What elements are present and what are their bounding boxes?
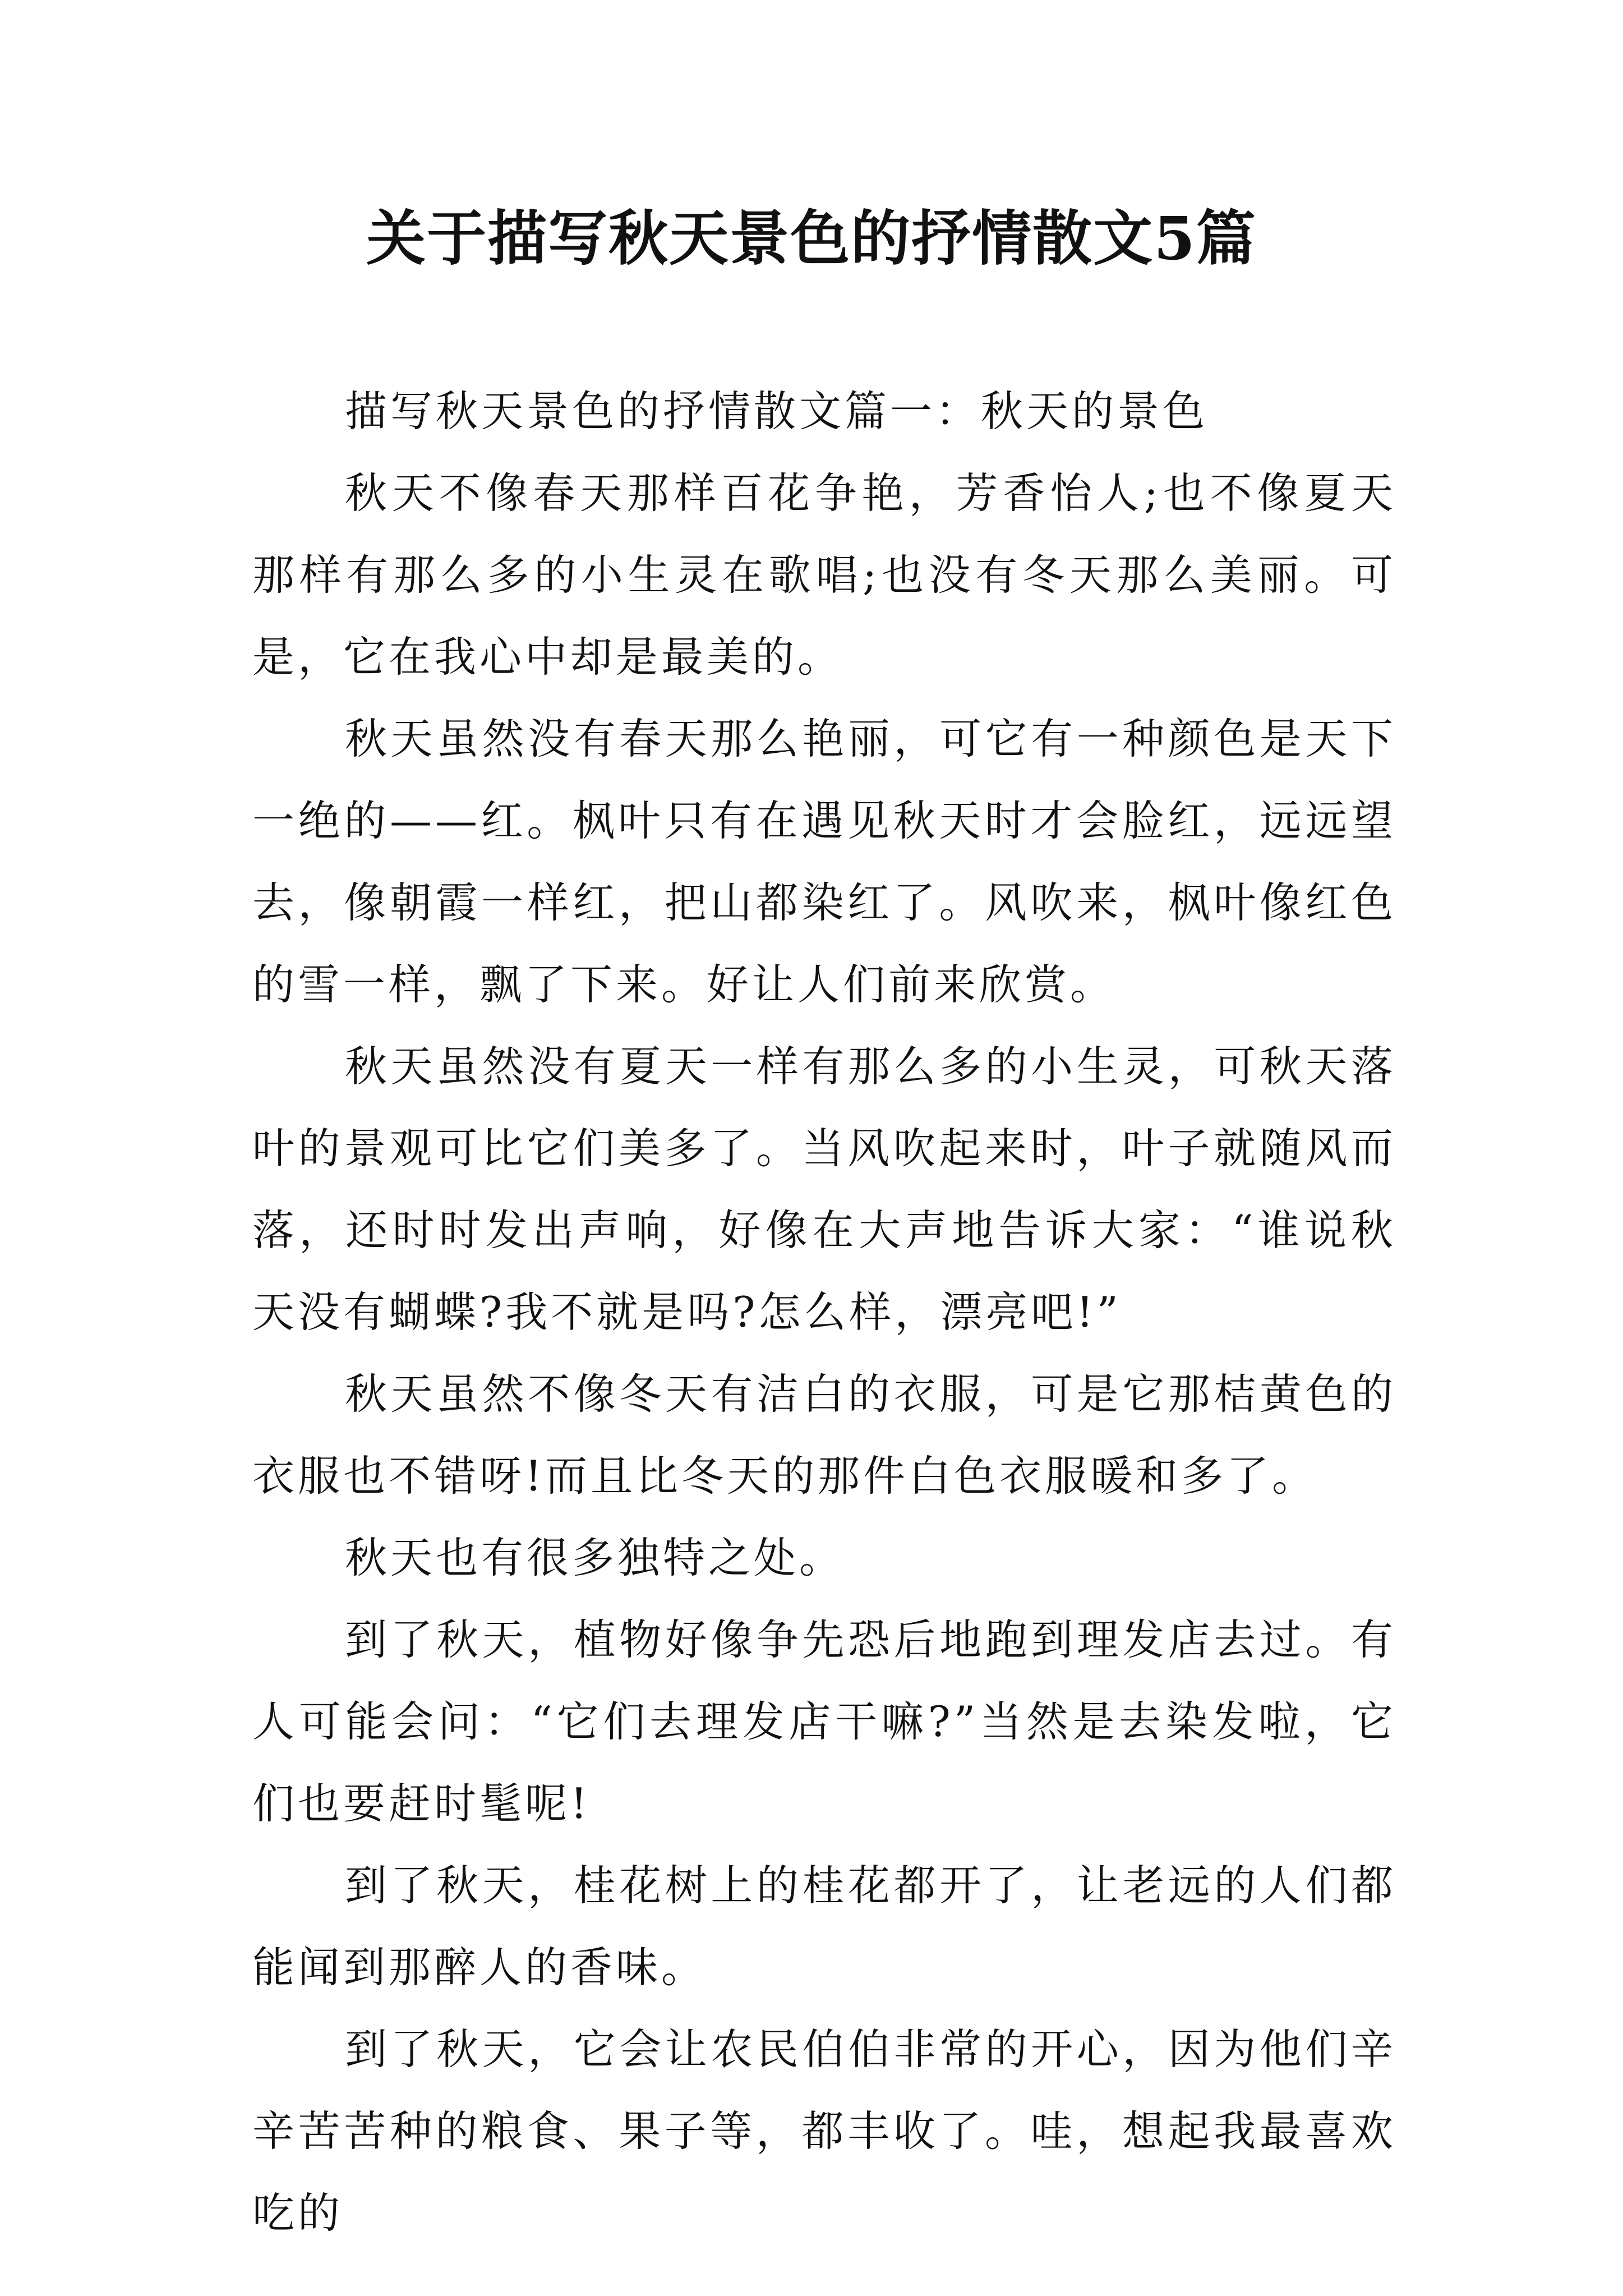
paragraph-5: 秋天也有很多独特之处。	[345, 1533, 845, 1582]
section-heading: 描写秋天景色的抒情散文篇一：秋天的景色	[345, 386, 1209, 436]
paragraph-3: 秋天虽然没有夏天一样有那么多的小生灵，可秋天落叶的景观可比它们美多了。当风吹起来时，叶子就随风而落，还时时发出声响，好像在大声地告诉大家：“谁说秋天没有蝴蝶?我不就是吗?怎么样，漂亮吧!”	[252, 1042, 1396, 1337]
paragraph-4: 秋天虽然不像冬天有洁白的衣服，可是它那桔黄色的衣服也不错呀!而且比冬天的那件白色衣服暖和多了。	[252, 1369, 1396, 1501]
paragraph-2: 秋天虽然没有春天那么艳丽，可它有一种颜色是天下一绝的——红。枫叶只有在遇见秋天时才会脸红，远远望去，像朝霞一样红，把山都染红了。风吹来，枫叶像红色的雪一样，飘了下来。好让人们前来欣赏。	[252, 714, 1396, 1009]
paragraph-6: 到了秋天，植物好像争先恐后地跑到理发店去过。有人可能会问：“它们去理发店干嘛?”当然是去染发啦，它们也要赶时髦呢!	[252, 1615, 1396, 1828]
paragraph-7: 到了秋天，桂花树上的桂花都开了，让老远的人们都能闻到那醉人的香味。	[252, 1861, 1396, 1992]
document-title: 关于描写秋天景色的抒情散文5篇	[366, 203, 1257, 273]
paragraph-1: 秋天不像春天那样百花争艳，芳香怡人;也不像夏天那样有那么多的小生灵在歌唱;也没有冬天那么美丽。可是，它在我心中却是最美的。	[252, 468, 1396, 682]
document-body	[252, 370, 1396, 2254]
paragraph-8: 到了秋天，它会让农民伯伯非常的开心，因为他们辛辛苦苦种的粮食、果子等，都丰收了。哇，想起我最喜欢吃的	[252, 2024, 1396, 2238]
